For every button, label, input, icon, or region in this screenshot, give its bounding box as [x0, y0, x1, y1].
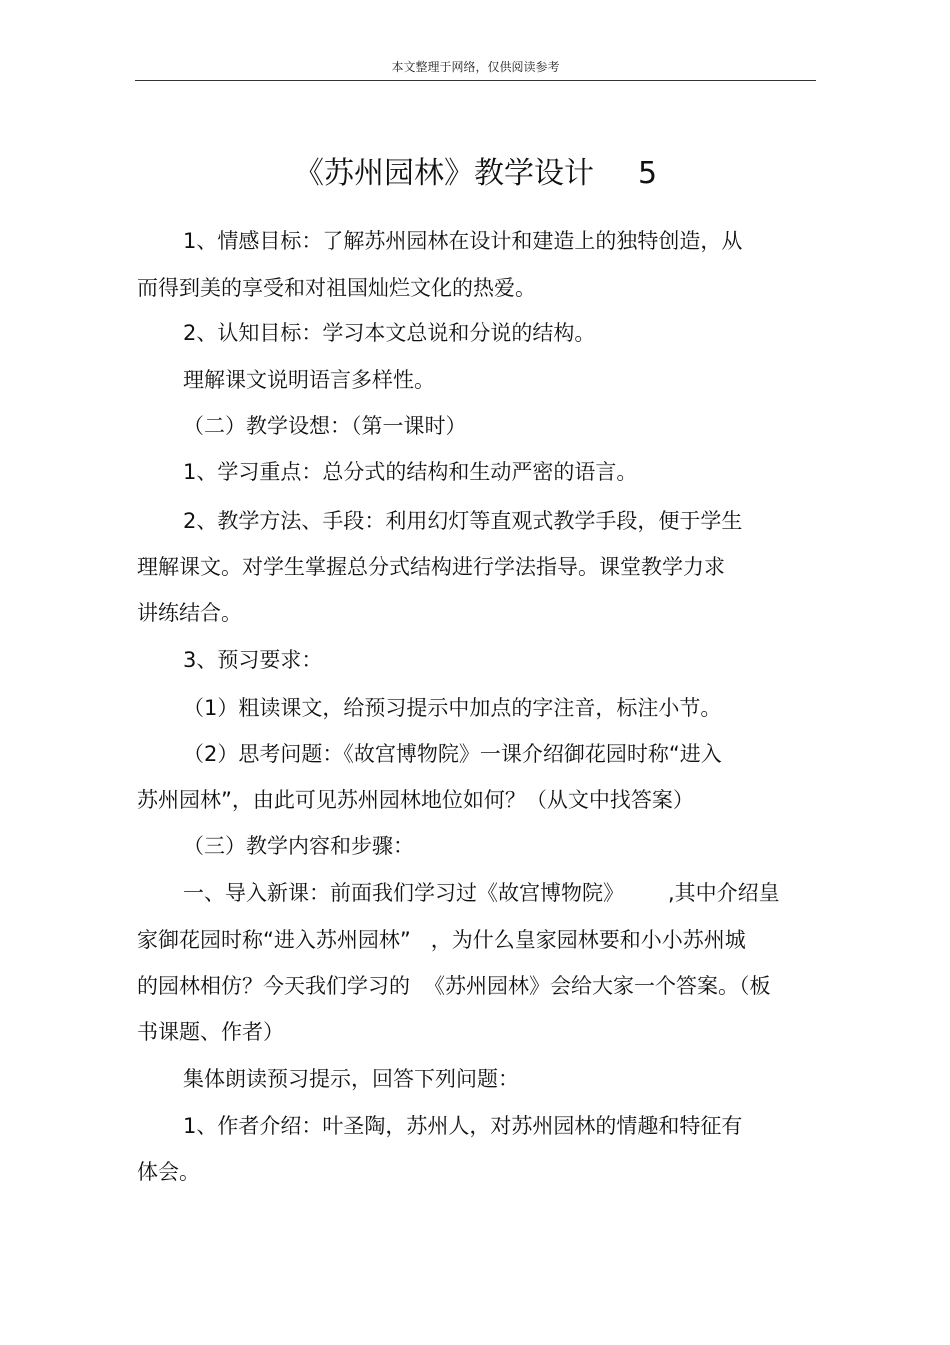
text-segment: 的园林相仿？今天我们学习的	[137, 974, 410, 998]
section-heading: （二）教学设想：（第一课时）	[183, 414, 467, 438]
paragraph-line: 而得到美的享受和对祖国灿烂文化的热爱。	[137, 276, 536, 300]
paragraph-line: 体会。	[137, 1160, 200, 1184]
paragraph-line: 理解课文。对学生掌握总分式结构进行学法指导。课堂教学力求	[137, 555, 725, 579]
paragraph-line: 讲练结合。	[137, 601, 242, 625]
text-segment: 《苏州园林》会给大家一个答案。（板	[424, 974, 771, 998]
section-heading: （三）教学内容和步骤：	[183, 834, 414, 858]
paragraph-line: 苏州园林”，由此可见苏州园林地位如何？（从文中找答案）	[137, 788, 694, 812]
text-segment: 家御花园时称“进入苏州园林”	[137, 928, 411, 952]
title-number: 5	[637, 156, 658, 191]
paragraph-line: 2、认知目标：学习本文总说和分说的结构。	[183, 321, 596, 345]
paragraph-line: （1）粗读课文，给预习提示中加点的字注音，标注小节。	[183, 696, 722, 720]
paragraph-line: （2）思考问题：《故宫博物院》一课介绍御花园时称“进入	[183, 742, 722, 766]
paragraph-line: 1、作者介绍：叶圣陶，苏州人，对苏州园林的情趣和特征有	[183, 1114, 743, 1138]
document-title	[135, 150, 816, 198]
title-text: 《苏州园林》教学设计	[293, 156, 594, 191]
paragraph-line: 1、学习重点：总分式的结构和生动严密的语言。	[183, 460, 638, 484]
header-divider	[135, 80, 816, 81]
text-segment: ，为什么皇家园林要和小小苏州城	[430, 928, 746, 952]
paragraph-line: 理解课文说明语言多样性。	[183, 368, 435, 392]
paragraph-line: 2、教学方法、手段：利用幻灯等直观式教学手段，便于学生	[183, 509, 743, 533]
text-segment: 一、导入新课：前面我们学习过《故宫博物院》	[183, 881, 624, 905]
paragraph-line	[137, 925, 746, 955]
paragraph-line: 集体朗读预习提示，回答下列问题：	[183, 1067, 519, 1091]
paragraph-line	[137, 971, 771, 1001]
paragraph-line	[183, 878, 780, 908]
page-header: 本文整理于网络，仅供阅读参考	[391, 60, 560, 74]
paragraph-line: 3、预习要求：	[183, 648, 323, 672]
paragraph-line: 1、情感目标：了解苏州园林在设计和建造上的独特创造，从	[183, 229, 743, 253]
paragraph-line: 书课题、作者）	[137, 1020, 284, 1044]
text-segment: ,其中介绍皇	[668, 881, 780, 905]
